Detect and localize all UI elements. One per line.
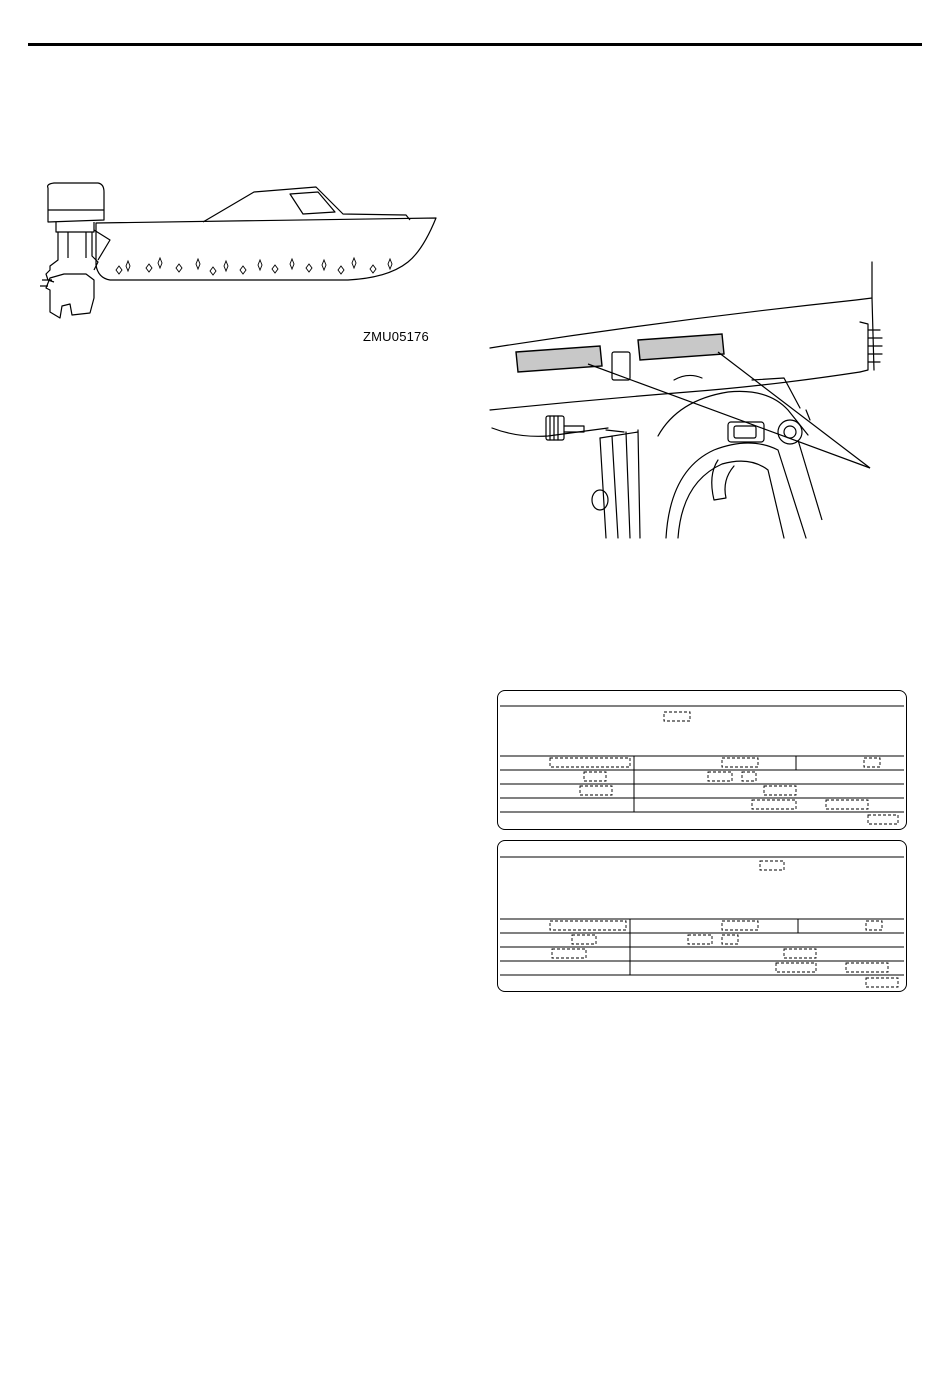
header-rule (28, 43, 922, 46)
label-sticker-left (516, 346, 602, 372)
label-card-1-layout (498, 691, 906, 829)
boat-hull-illustration (28, 170, 448, 320)
label-card-1 (497, 690, 907, 830)
figure-code: ZMU05176 (363, 329, 429, 344)
engine-bracket-illustration (488, 260, 888, 540)
label-card-2 (497, 840, 907, 992)
label-sticker-right (638, 334, 724, 360)
label-card-2-layout (498, 841, 906, 991)
